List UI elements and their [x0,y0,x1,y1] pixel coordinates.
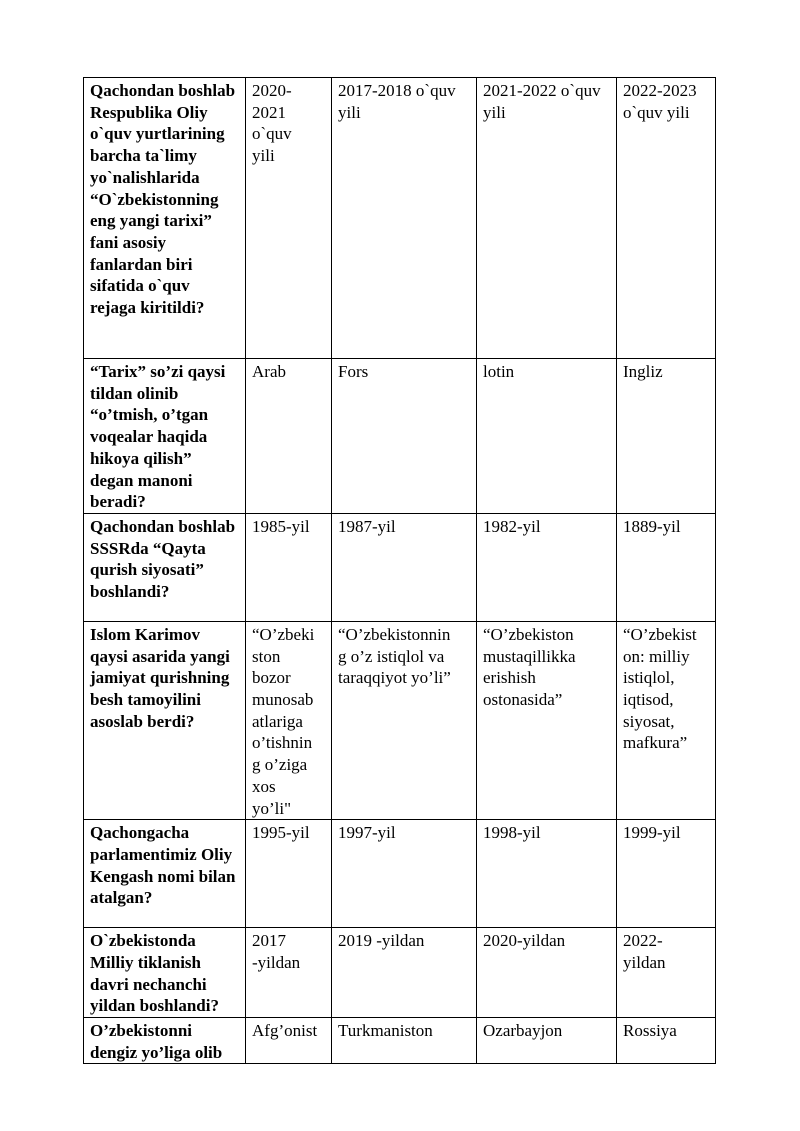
table-row [84,820,716,928]
option-cell: 2019 -yildan [332,928,477,1018]
option-cell: Fors [332,359,477,514]
table-row [84,1018,716,1064]
option-cell: Arab [246,359,332,514]
table-row [84,359,716,514]
option-cell: “O’zbekist on: milliy istiqlol, iqtisod, siyosat, mafkura” [617,621,716,819]
option-cell: 1995-yil [246,820,332,928]
option-cell: “O’zbekiston mustaqillikka erishish ostonasida” [477,621,617,819]
question-cell: Qachondan boshlab SSSRda “Qayta qurish siyosati” boshlandi? [84,513,246,621]
option-cell: Ozarbayjon [477,1018,617,1064]
option-cell: “O’zbekistonnin g o’z istiqlol va taraqqiyot yo’li” [332,621,477,819]
option-cell: 1997-yil [332,820,477,928]
option-cell: 2017 -yildan [246,928,332,1018]
option-cell: 2017-2018 o`quv yili [332,78,477,359]
option-cell: 2022- yildan [617,928,716,1018]
option-cell: 2022-2023 o`quv yili [617,78,716,359]
option-cell: 1998-yil [477,820,617,928]
option-cell: lotin [477,359,617,514]
question-cell: Qachongacha parlamentimiz Oliy Kengash nomi bilan atalgan? [84,820,246,928]
option-cell: Rossiya [617,1018,716,1064]
question-cell: Qachondan boshlab Respublika Oliy o`quv yurtlarining barcha ta`limy yo`nalishlarida “O`zbekistonning eng yangi tarixi” fani asosiy fanlardan biri sifatida o`quv rejaga kiritildi? [84,78,246,359]
option-cell: 2020-yildan [477,928,617,1018]
question-cell: O`zbekistonda Milliy tiklanish davri nechanchi yildan boshlandi? [84,928,246,1018]
table-row [84,928,716,1018]
option-cell: 1999-yil [617,820,716,928]
question-cell: Islom Karimov qaysi asarida yangi jamiyat qurishning besh tamoyilini asoslab berdi? [84,621,246,819]
question-cell: O’zbekistonni dengiz yo’liga olib [84,1018,246,1064]
option-cell: 1889-yil [617,513,716,621]
question-cell: “Tarix” so’zi qaysi tildan olinib “o’tmish, o’tgan voqealar haqida hikoya qilish” degan manoni beradi? [84,359,246,514]
option-cell: 2021-2022 o`quv yili [477,78,617,359]
option-cell: 1987-yil [332,513,477,621]
option-cell: “O’zbeki ston bozor munosab atlariga o’tishnin g o’ziga xos yo’li" [246,621,332,819]
option-cell: Ingliz [617,359,716,514]
option-cell: 1985-yil [246,513,332,621]
option-cell: Turkmaniston [332,1018,477,1064]
table-row [84,78,716,359]
quiz-table [83,77,716,1064]
option-cell: 2020- 2021 o`quv yili [246,78,332,359]
table-row [84,513,716,621]
option-cell: 1982-yil [477,513,617,621]
table-row [84,621,716,819]
option-cell: Afg’onist [246,1018,332,1064]
